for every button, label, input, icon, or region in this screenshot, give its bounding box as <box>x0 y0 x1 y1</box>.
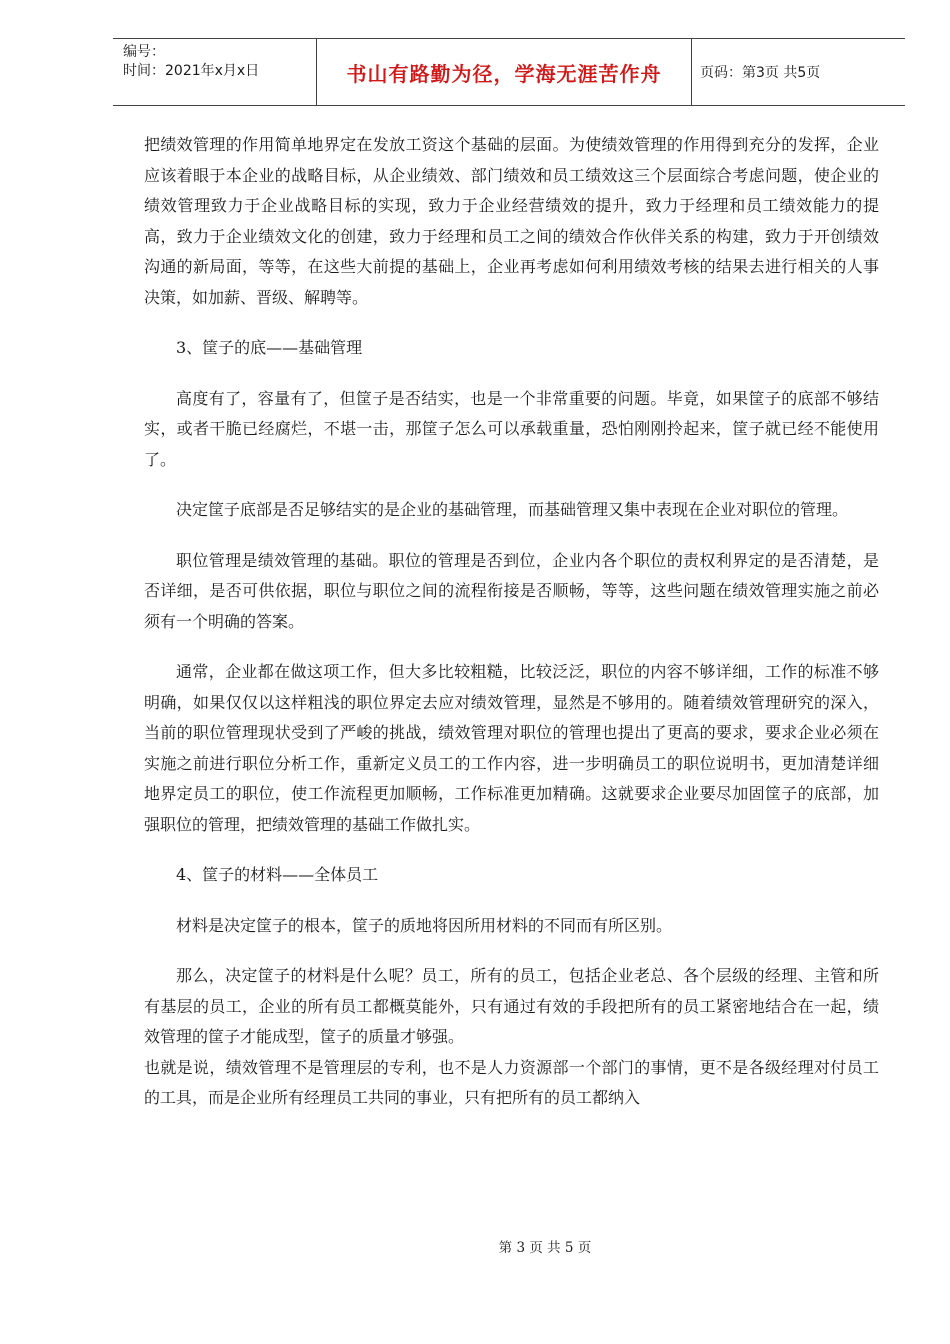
paragraph: 那么，决定筐子的材料是什么呢？员工，所有的员工，包括企业老总、各个层级的经理、主管和所有基层的员工，企业的所有员工都概莫能外，只有通过有效的手段把所有的员工紧密地结合在一起，绩效管理的筐子才能成型，筐子的质量才够强。 <box>144 966 879 1046</box>
paragraph-continuation: 把绩效管理的作用简单地界定在发放工资这个基础的层面。为使绩效管理的作用得到充分的发挥，企业应该着眼于本企业的战略目标，从企业绩效、部门绩效和员工绩效这三个层面综合考虑问题，使企业的绩效管理致力于企业战略目标的实现，致力于企业经营绩效的提升，致力于经理和员工绩效能力的提高，致力于企业绩效文化的创建，致力于经理和员工之间的绩效合作伙伴关系的构建，致力于开创绩效沟通的新局面，等等，在这些大前提的基础上，企业再考虑如何利用绩效考核的结果去进行相关的人事决策，如加薪、晋级、解聘等。 <box>144 135 879 307</box>
section-heading-3: 3、筐子的底——基础管理 <box>176 338 363 357</box>
page-header <box>113 38 905 106</box>
header-page-label: 页码：第3页 共5页 <box>700 65 821 81</box>
paragraph: 材料是决定筐子的根本，筐子的质地将因所用材料的不同而有所区别。 <box>176 915 673 935</box>
paragraph: 职位管理是绩效管理的基础。职位的管理是否到位，企业内各个职位的责权利界定的是否清楚，是否详细，是否可供依据，职位与职位之间的流程衔接是否顺畅，等等，这些问题在绩效管理实施之前必须有一个明确的答案。 <box>144 550 879 631</box>
header-motto: 书山有路勤为径，学海无涯苦作舟 <box>316 39 692 105</box>
header-id-label: 编号： <box>123 44 165 60</box>
header-meta <box>113 39 316 105</box>
paragraph: 高度有了，容量有了，但筐子是否结实，也是一个非常重要的问题。毕竟，如果筐子的底部不够结实，或者干脆已经腐烂，不堪一击，那筐子怎么可以承载重量，恐怕刚刚拎起来，筐子就已经不能使用了。 <box>144 388 879 469</box>
page-footer: 第 3 页 共 5 页 <box>498 1240 592 1256</box>
paragraph: 通常，企业都在做这项工作，但大多比较粗糙，比较泛泛，职位的内容不够详细，工作的标准不够明确，如果仅仅以这样粗浅的职位界定去应对绩效管理，显然是不够用的。随着绩效管理研究的深入，当前的职位管理现状受到了严峻的挑战，绩效管理对职位的管理也提出了更高的要求，要求企业必须在实施之前进行职位分析工作，重新定义员工的工作内容，进一步明确员工的职位说明书，更加清楚详细地界定员工的职位，使工作流程更加顺畅，工作标准更加精确。这就要求企业要尽加固筐子的底部，加强职位的管理，把绩效管理的基础工作做扎实。 <box>144 662 879 834</box>
paragraph: 也就是说，绩效管理不是管理层的专利，也不是人力资源部一个部门的事情，更不是各级经理对付员工的工具，而是企业所有经理员工共同的事业，只有把所有的员工都纳入 <box>144 1057 879 1107</box>
section-heading-4: 4、筐子的材料——全体员工 <box>176 865 379 884</box>
document-body <box>144 130 879 1114</box>
paragraph: 决定筐子底部是否足够结实的是企业的基础管理，而基础管理又集中表现在企业对职位的管理。 <box>176 500 849 519</box>
header-time-label: 时间：2021年x月x日 <box>123 63 260 79</box>
